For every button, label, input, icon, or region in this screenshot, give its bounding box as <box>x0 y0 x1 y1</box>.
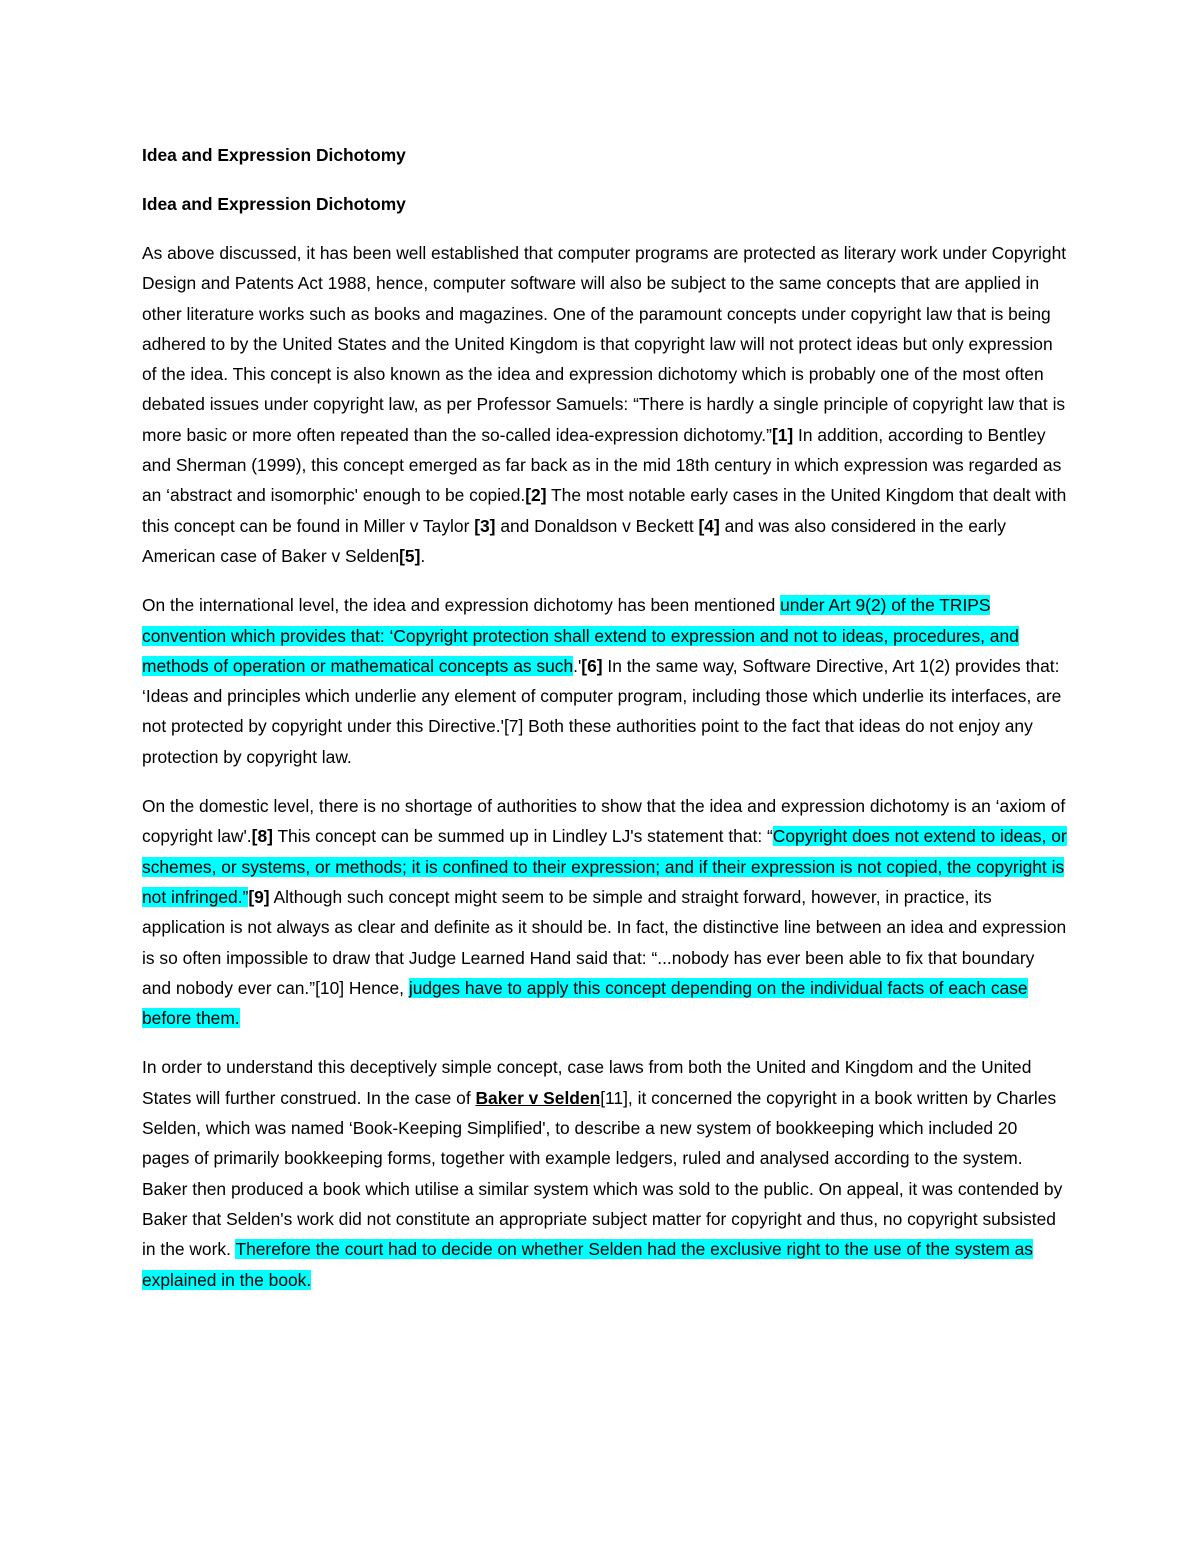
highlighted-text: Therefore the court had to decide on whether Selden had the exclusive right to the use of the system as explained in the book. <box>142 1239 1034 1290</box>
footnote-ref-4[interactable]: [4] <box>698 515 720 536</box>
footnote-ref-5[interactable]: [5] <box>399 545 421 566</box>
paragraph-domestic <box>142 791 1067 1033</box>
case-name-link[interactable]: Baker v Selden <box>475 1087 601 1108</box>
text-run: The most notable early cases in the United Kingdom that dealt with this concept can be found in Miller v Taylor <box>142 485 1067 536</box>
footnote-ref-9[interactable]: [9] <box>248 886 270 907</box>
text-run: and Donaldson v Beckett <box>495 515 699 536</box>
highlighted-text: judges have to apply this concept depending on the individual facts of each case before them. <box>142 977 1028 1029</box>
highlighted-text: Copyright does not extend to ideas, or schemes, or systems, or methods; it is confined to their expression; and if their expression is not copied, the copyright is not infringed.” <box>142 826 1067 907</box>
section-heading: Idea and Expression Dichotomy <box>142 194 406 214</box>
footnote-ref-8[interactable]: [8] <box>251 826 273 847</box>
text-run: In order to understand this deceptively simple concept, case laws from both the United and Kingdom and the United States will further construed. In the case of <box>142 1057 1032 1108</box>
footnote-ref-2[interactable]: [2] <box>525 485 547 506</box>
footnote-ref-3[interactable]: [3] <box>474 515 496 536</box>
document-page <box>142 140 1067 1314</box>
highlighted-text: under Art 9(2) of the TRIPS convention which provides that: ‘Copyright protection shall extend to expression and not to ideas, procedures, and methods of operation or mathematical concepts as such <box>142 595 1019 676</box>
text-run: In the same way, Software Directive, Art 1(2) provides that: ‘Ideas and principles which underlie any element of computer program, including those which underlie its interfaces, are not protected by copyright under this Directive.' <box>142 655 1062 737</box>
text-run: Both these authorities point to the fact that ideas do not enjoy any protection by copyright law. <box>142 716 1033 767</box>
footnote-ref-1[interactable]: [1] <box>771 424 794 445</box>
text-run: Although such concept might seem to be simple and straight forward, however, in practice, its application is not always as clear and definite as it should be. In fact, the distinctive line between an idea and expression is so often impossible to draw that Judge Learned Hand said that: “...nobody has ever been able to fix that boundary and nobody ever can.” <box>142 886 1067 998</box>
footnote-ref-11[interactable]: [11] <box>600 1087 628 1108</box>
footnote-ref-6[interactable]: [6] <box>581 655 603 676</box>
paragraph-international <box>142 590 1067 772</box>
text-run: On the domestic level, there is no shortage of authorities to show that the idea and expression dichotomy is an ‘axiom of copyright law'. <box>142 796 1066 847</box>
text-run: In addition, according to Bentley and Sherman (1999), this concept emerged as far back as in the mid 18th century in which expression was regarded as an ‘abstract and isomorphic' enough to be copied. <box>142 424 1062 506</box>
paragraph-intro <box>142 238 1067 571</box>
paragraph-case-law <box>142 1052 1067 1294</box>
footnote-ref-7[interactable]: [7] <box>503 716 524 737</box>
document-title: Idea and Expression Dichotomy <box>142 145 406 165</box>
text-run: . <box>420 545 426 566</box>
text-run: and was also considered in the early American case of Baker v Selden <box>142 515 1006 566</box>
text-run: As above discussed, it has been well established that computer programs are protected as literary work under Copyright Design and Patents Act 1988, hence, computer software will also be subject to the same concepts that are applied in other literature works such as books and magazines. One of the paramount concepts under copyright law that is being adhered to by the United States and the United Kingdom is that copyright law will not protect ideas but only expression of the idea. This concept is also known as the idea and expression dichotomy which is probably one of the most often debated issues under copyright law, as per Professor Samuels: “There is hardly a single principle of copyright law that is more basic or more often repeated than the so-called idea-expression dichotomy.” <box>142 243 1067 445</box>
footnote-ref-10[interactable]: [10] <box>315 977 345 998</box>
text-run: This concept can be summed up in Lindley LJ's statement that: “ <box>272 826 773 847</box>
text-run: .' <box>573 655 582 676</box>
text-run: , it concerned the copyright in a book written by Charles Selden, which was named ‘Book-Keeping Simplified', to describe a new system of bookkeeping which included 20 pages of primarily bookkeeping forms, together with example ledgers, ruled and analysed according to the system. Baker then produced a book which utilise a similar system which was sold to the public. On appeal, it was contended by Baker that Selden's work did not constitute an appropriate subject matter for copyright and thus, no copyright subsisted in the work. <box>142 1087 1063 1260</box>
text-run: Hence, <box>344 977 409 998</box>
text-run: On the international level, the idea and expression dichotomy has been mentioned <box>142 595 781 616</box>
